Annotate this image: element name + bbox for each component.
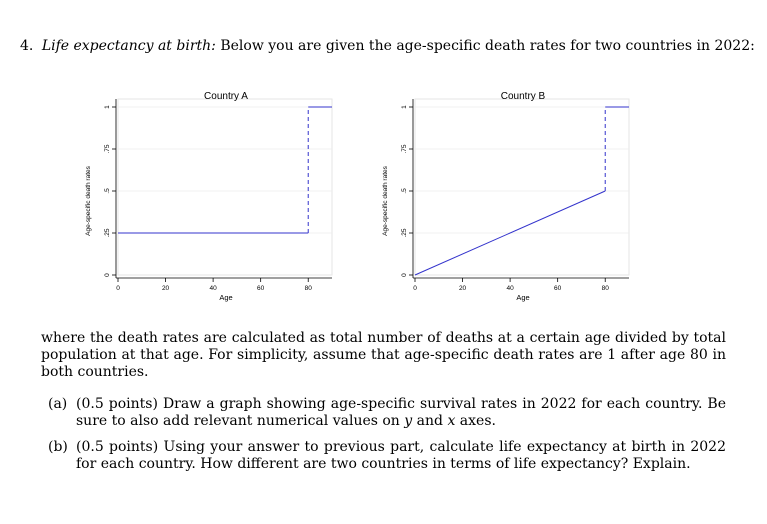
chart-title: Country B [500, 91, 546, 102]
y-tick-label: .25 [104, 228, 111, 238]
y-axis-label: Age-specific death rates [85, 166, 92, 236]
y-tick-label: .75 [104, 144, 111, 154]
sub-question-label: (b) [48, 439, 68, 455]
plot-area [415, 99, 629, 275]
x-tick-label: 0 [116, 285, 120, 292]
chart-title: Country A [204, 91, 248, 102]
sub-question-text: (0.5 points) Using your answer to previous part, calculate life expectancy at birth in 2022 for each country. How different are two countries in terms of life expectancy? Explain. [76, 439, 726, 472]
y-tick-label: .75 [401, 144, 408, 154]
y-tick-label: 1 [401, 105, 408, 109]
sub-question-label: (a) [48, 396, 68, 412]
y-tick-label: 0 [104, 273, 111, 277]
x-tick-label: 80 [601, 285, 609, 292]
question-number: 4. [20, 38, 34, 54]
y-tick-label: 1 [104, 105, 111, 109]
x-tick-label: 20 [161, 285, 170, 292]
plot-area [118, 99, 332, 275]
x-axis-label: Age [516, 293, 530, 302]
chart-svg [377, 85, 647, 310]
x-tick-label: 20 [458, 285, 467, 292]
y-tick-label: 0 [401, 273, 408, 277]
chart-country-b [377, 85, 647, 314]
question-title: Life expectancy at birth: [41, 38, 216, 54]
y-tick-label: .25 [401, 228, 408, 238]
y-tick-label: .5 [104, 188, 111, 194]
sub-question-text: (0.5 points) Draw a graph showing age-specific survival rates in 2022 for each country. Be sure to also add relevant numerical values on y and x axes. [76, 396, 726, 429]
sub-question-b [48, 439, 726, 473]
x-tick-label: 60 [554, 285, 562, 292]
x-tick-label: 40 [506, 285, 514, 292]
sub-question-a [48, 396, 726, 430]
y-tick-label: .5 [401, 188, 408, 194]
chart-svg [80, 85, 350, 310]
x-tick-label: 0 [413, 285, 417, 292]
y-axis-label: Age-specific death rates [382, 166, 389, 236]
question-intro: Below you are given the age-specific death rates for two countries in 2022: [220, 38, 755, 54]
x-axis-label: Age [219, 293, 233, 302]
chart-country-a [80, 85, 350, 314]
x-tick-label: 80 [304, 285, 312, 292]
x-tick-label: 40 [209, 285, 217, 292]
x-tick-label: 60 [257, 285, 265, 292]
question-heading [20, 38, 755, 54]
explanation-paragraph: where the death rates are calculated as total number of deaths at a certain age divided by total population at that age. For simplicity, assume that age-specific death rates are 1 after age 80 in both countries. [41, 330, 726, 380]
